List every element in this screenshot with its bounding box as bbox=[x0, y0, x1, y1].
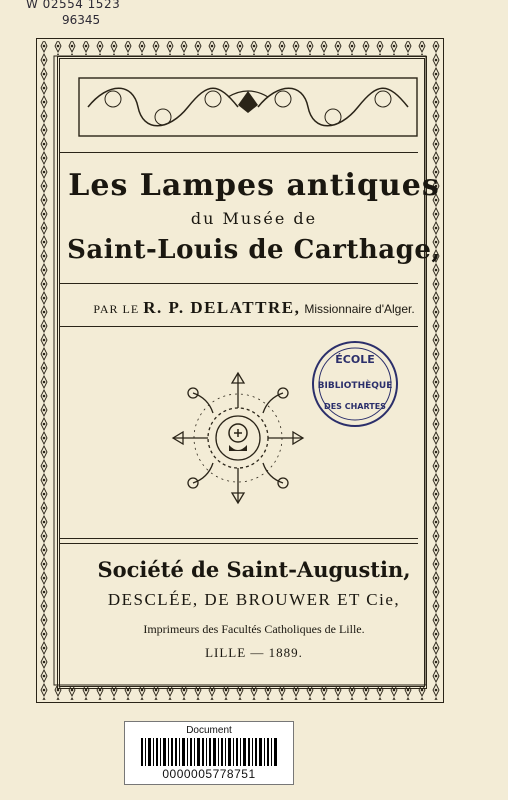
manuscript-shelfmark: W 02554 1523 bbox=[26, 0, 121, 11]
rule-above-author bbox=[60, 283, 418, 284]
author-prefix: PAR LE bbox=[93, 302, 140, 316]
stamp-line-3: DES CHARTES bbox=[324, 402, 386, 411]
barcode-label bbox=[124, 721, 294, 785]
barcode-number: 0000005778751 bbox=[162, 767, 256, 781]
rule-below-author bbox=[60, 326, 418, 327]
place-date: LILLE — 1889. bbox=[205, 645, 303, 660]
rule-top bbox=[60, 152, 418, 153]
barcode-title: Document bbox=[186, 725, 232, 736]
publisher-name: DESCLÉE, DE BROUWER ET Cie, bbox=[107, 590, 401, 609]
barcode-icon bbox=[141, 738, 277, 766]
author-line bbox=[0, 298, 508, 318]
author-role: Missionnaire d'Alger. bbox=[304, 302, 415, 316]
rule-above-imprint bbox=[60, 538, 418, 539]
book-title-line-2: du Musée de bbox=[190, 209, 318, 228]
printers-line: Imprimeurs des Facultés Catholiques de Lille. bbox=[143, 622, 365, 636]
rule-above-imprint-2 bbox=[60, 543, 418, 544]
library-stamp-icon bbox=[310, 339, 400, 429]
stamp-line-2: BIBLIOTHÈQUE bbox=[317, 381, 393, 391]
society-name: Société de Saint-Augustin, bbox=[97, 557, 411, 582]
manuscript-number: 96345 bbox=[62, 13, 101, 27]
book-title-line-1: Les Lampes antiques bbox=[68, 168, 440, 203]
author-name: R. P. DELATTRE, bbox=[143, 298, 301, 317]
foliage-banner-icon bbox=[78, 77, 418, 137]
book-title-line-3: Saint-Louis de Carthage, bbox=[67, 235, 441, 265]
stamp-line-1: ÉCOLE bbox=[335, 353, 375, 366]
eucharist-ornament-icon bbox=[163, 363, 313, 513]
